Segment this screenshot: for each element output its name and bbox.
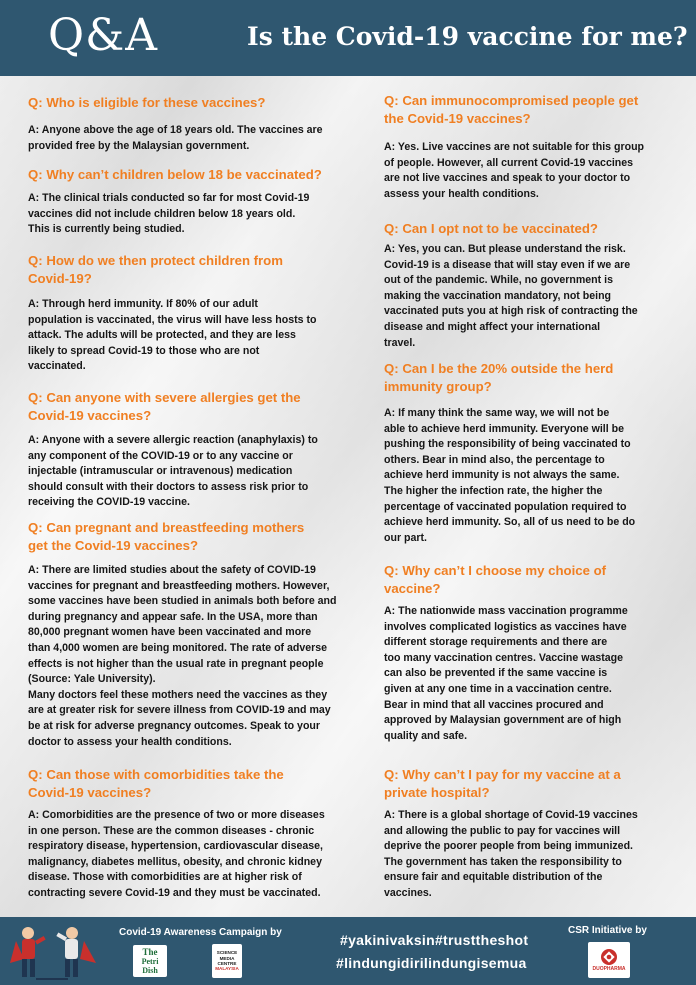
answer: A: Anyone with a severe allergic reaction (anaphylaxis) to any component of the COVID-19 or to any vaccine or injectable (intramuscular or intravenous) medication should consult with their doctors to assess risk prior to receiving the COVID-19 vaccine.: [28, 434, 318, 509]
answer: A: The clinical trials conducted so far for most Covid-19 vaccines did not include children below 18 years old. This is currently being studied.: [28, 192, 310, 236]
hashtag-trusttheshot: #yakinivaksin#trusttheshot: [340, 932, 529, 948]
answer: A: There is a global shortage of Covid-19 vaccines and allowing the public to pay for vaccines will deprive the poorer people from being immunized. The government has taken the responsibility to ensure fair and equitable distribution of the vaccines.: [384, 809, 638, 899]
qa-block: [384, 562, 628, 744]
qa-block: [384, 92, 644, 202]
question: Q: Can I be the 20% outside the herd immunity group?: [384, 361, 614, 394]
page-title: Is the Covid-19 vaccine for me?: [247, 22, 688, 51]
campaign-label: Covid-19 Awareness Campaign by: [119, 927, 282, 938]
qa-block: [384, 360, 635, 546]
question: Q: Can those with comorbidities take the Covid-19 vaccines?: [28, 767, 284, 800]
header-banner: [0, 0, 696, 76]
answer: A: Anyone above the age of 18 years old. The vaccines are provided free by the Malaysian government.: [28, 124, 323, 152]
question: Q: Can I opt not to be vaccinated?: [384, 221, 598, 236]
qa-block: [384, 766, 638, 902]
question: Q: Why can’t children below 18 be vaccinated?: [28, 167, 322, 182]
superhero-mascots-illustration: [6, 923, 102, 985]
question: Q: Can pregnant and breastfeeding mothers get the Covid-19 vaccines?: [28, 520, 305, 553]
qa-block: [28, 94, 323, 154]
footer-banner: [0, 917, 696, 985]
answer: A: Through herd immunity. If 80% of our adult population is vaccinated, the virus will have less hosts to attack. The adults will be protected, and they are less likely to spread Covid-19 to those who are not vaccinated.: [28, 298, 317, 373]
petri-dish-logo: The Petri Dish: [133, 945, 167, 977]
question: Q: Can anyone with severe allergies get the Covid-19 vaccines?: [28, 390, 301, 423]
answer: A: Comorbidities are the presence of two or more diseases in one person. These are the common diseases - chronic respiratory disease, hypertension, cardiovascular disease, malignancy, diabetes mellitus, obesity, and chronic kidney disease. Those with comorbidities are at higher risk of contracting severe Covid-19 and they must be vaccinated.: [28, 809, 325, 899]
qa-block: [28, 519, 337, 750]
duopharma-mark-icon: [600, 948, 618, 966]
question: Q: Why can’t I choose my choice of vaccine?: [384, 563, 607, 596]
qa-block: [384, 220, 638, 351]
question: Q: How do we then protect children from Covid-19?: [28, 253, 283, 286]
science-media-centre-logo: SCIENCE MEDIA CENTRE MALAYSIA: [212, 944, 242, 978]
qa-logo: Q&A: [48, 10, 159, 61]
qa-block: [28, 252, 316, 375]
qa-block: [28, 766, 325, 902]
duopharma-logo: DUOPHARMA: [588, 942, 630, 978]
answer: A: Yes. Live vaccines are not suitable for this group of people. However, all current Covid-19 vaccines are not live vaccines and speak to your doctor to assess your health conditions.: [384, 141, 645, 200]
question: Q: Why can’t I pay for my vaccine at a private hospital?: [384, 767, 621, 800]
answer: A: There are limited studies about the safety of COVID-19 vaccines for pregnant and breastfeeding mothers. However, some vaccines have been studied in animals both before and during pregnancy and appear safe. In the USA, more than 80,000 pregnant women have been vaccinated and more than 4,000 women are being monitored. The rate of adverse effects is not higher than the usual rate in pregnant people (Source: Yale University). Many doctors feel these mothers need the vaccines as they are at greater risk for severe illness from COVID-19 and may be at risk for adverse pregnancy outcomes. Speak to your doctor to assess your health conditions.: [28, 564, 337, 748]
hashtag-lindungi: #lindungidirilindungisemua: [336, 955, 527, 971]
qa-block: [28, 389, 318, 511]
question: Q: Can immunocompromised people get the Covid-19 vaccines?: [384, 93, 639, 126]
question: Q: Who is eligible for these vaccines?: [28, 95, 266, 110]
csr-label: CSR Initiative by: [568, 925, 647, 936]
answer: A: The nationwide mass vaccination programme involves complicated logistics as vaccines have different storage requirements and there are too many vaccination centres. Vaccine wastage can also be prevented if the same vaccine is given at any one time in a vaccination centre. Bear in mind that all vaccines procured and approved by Malaysian government are of high quality and safe.: [384, 605, 628, 742]
answer: A: If many think the same way, we will not be able to achieve herd immunity. Everyone will be pushing the responsibility of being vaccinated to others. Bear in mind also, the percentage to achieve herd immunity is not always the same. The higher the infection rate, the higher the percentage of vaccinated population required to achieve herd immunity. So, all of us need to be do our part.: [384, 407, 636, 544]
qa-block: [28, 166, 322, 238]
answer: A: Yes, you can. But please understand the risk. Covid-19 is a disease that will stay even if we are out of the pandemic. While, no government is making the vaccination mandatory, not being vaccinated puts you at high risk of contracting the disease and might affect your international travel.: [384, 243, 638, 349]
